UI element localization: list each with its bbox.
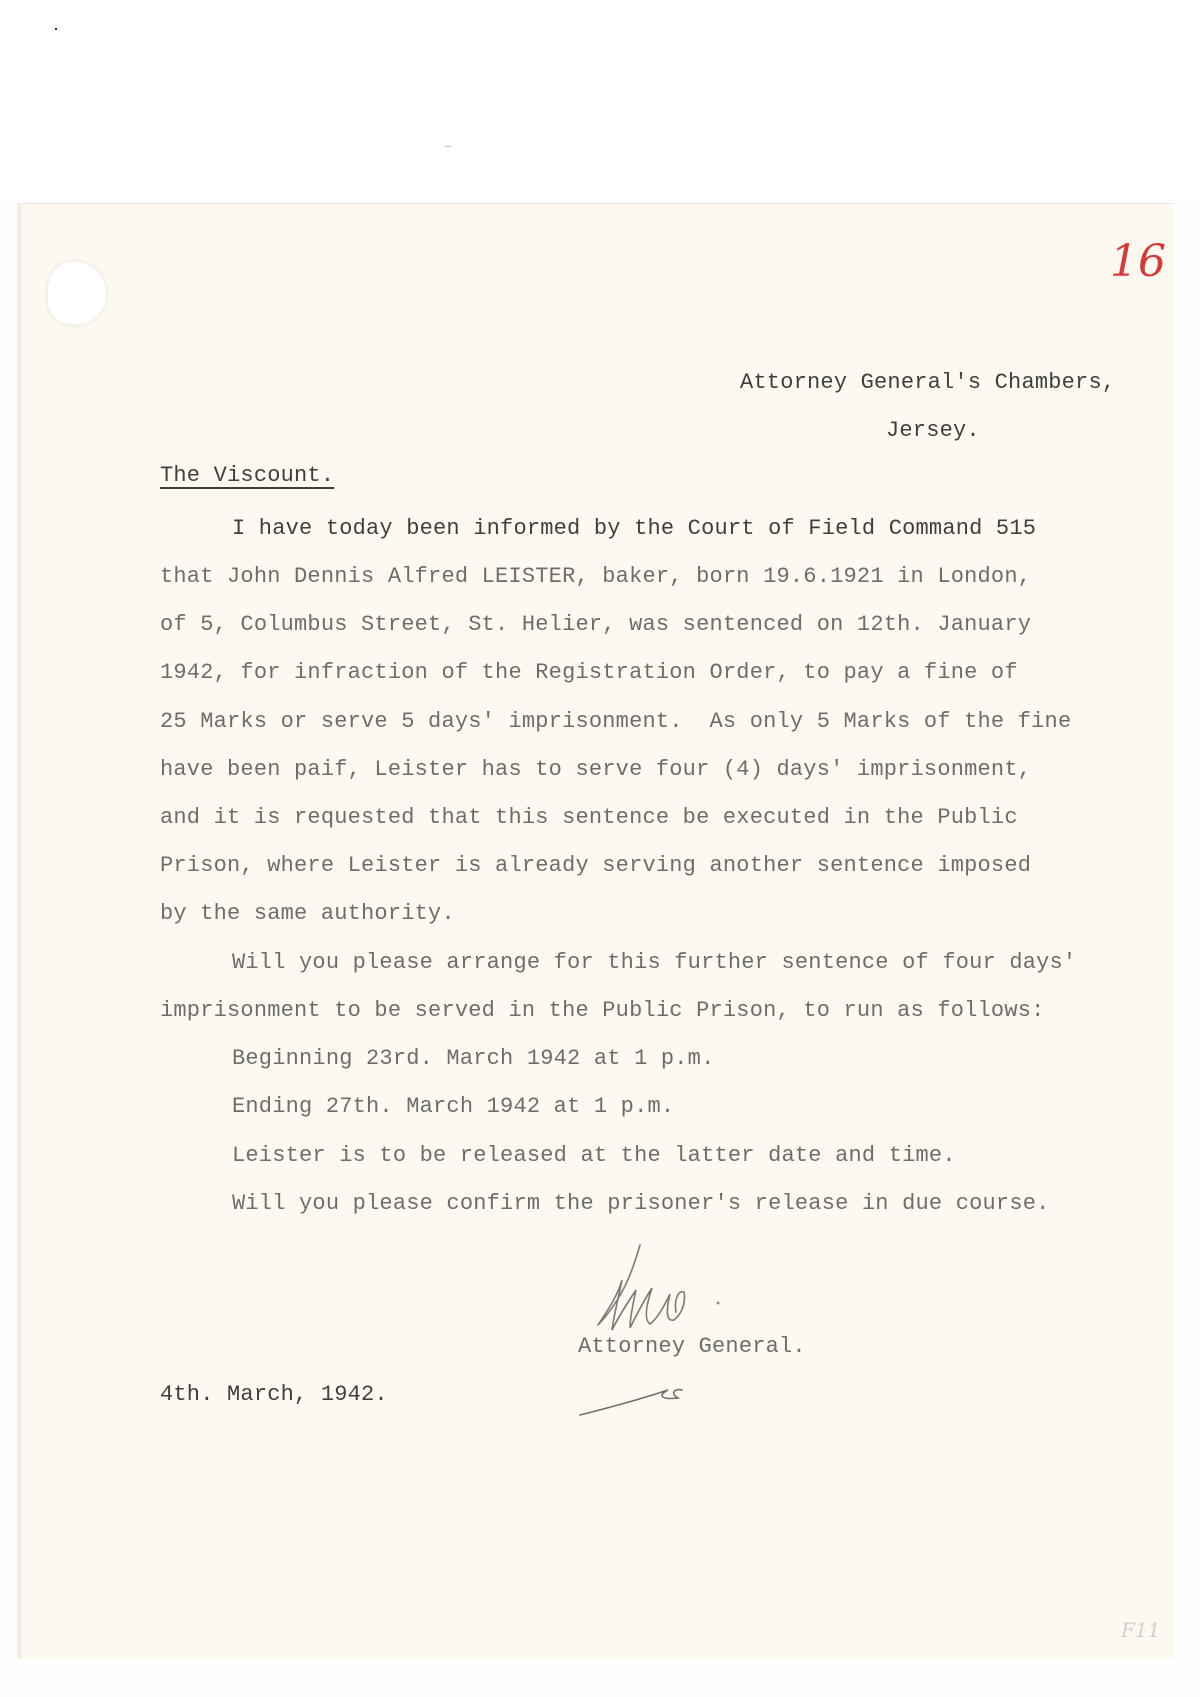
signature bbox=[578, 1240, 738, 1420]
body-line: Prison, where Leister is already serving another sentence imposed bbox=[160, 853, 1032, 878]
page-edge-shadow bbox=[17, 203, 21, 1658]
letter-page bbox=[17, 203, 1174, 1659]
signatory-title: Attorney General. bbox=[578, 1334, 806, 1359]
header-location: Jersey. bbox=[886, 418, 980, 443]
body-line: have been paif, Leister has to serve four (4) days' imprisonment, bbox=[160, 757, 1032, 782]
handwritten-page-number: 16 bbox=[1110, 236, 1166, 287]
header-chambers: Attorney General's Chambers, bbox=[740, 370, 1116, 395]
release-instruction: Leister is to be released at the latter date and time. bbox=[232, 1143, 956, 1168]
body-line: I have today been informed by the Court of Field Command 515 bbox=[232, 516, 1037, 541]
torn-paper-mark bbox=[48, 262, 106, 324]
letter-date: 4th. March, 1942. bbox=[160, 1382, 388, 1407]
scan-background bbox=[0, 0, 1200, 200]
scan-speck bbox=[445, 146, 451, 147]
body-line: that John Dennis Alfred LEISTER, baker, born 19.6.1921 in London, bbox=[160, 564, 1032, 589]
body-line: imprisonment to be served in the Public Prison, to run as follows: bbox=[160, 998, 1045, 1023]
archive-reference: F11 bbox=[1121, 1618, 1161, 1642]
confirm-request: Will you please confirm the prisoner's release in due course. bbox=[232, 1191, 1050, 1216]
scan-speck bbox=[55, 28, 57, 30]
body-line: Will you please arrange for this further sentence of four days' bbox=[232, 950, 1077, 975]
body-line: by the same authority. bbox=[160, 901, 455, 926]
addressee: The Viscount. bbox=[160, 463, 335, 488]
schedule-ending: Ending 27th. March 1942 at 1 p.m. bbox=[232, 1094, 675, 1119]
body-line: 1942, for infraction of the Registration Order, to pay a fine of bbox=[160, 660, 1018, 685]
body-line: and it is requested that this sentence be executed in the Public bbox=[160, 805, 1018, 830]
schedule-beginning: Beginning 23rd. March 1942 at 1 p.m. bbox=[232, 1046, 715, 1071]
body-line: of 5, Columbus Street, St. Helier, was sentenced on 12th. January bbox=[160, 612, 1032, 637]
body-line: 25 Marks or serve 5 days' imprisonment. As only 5 Marks of the fine bbox=[160, 709, 1072, 734]
